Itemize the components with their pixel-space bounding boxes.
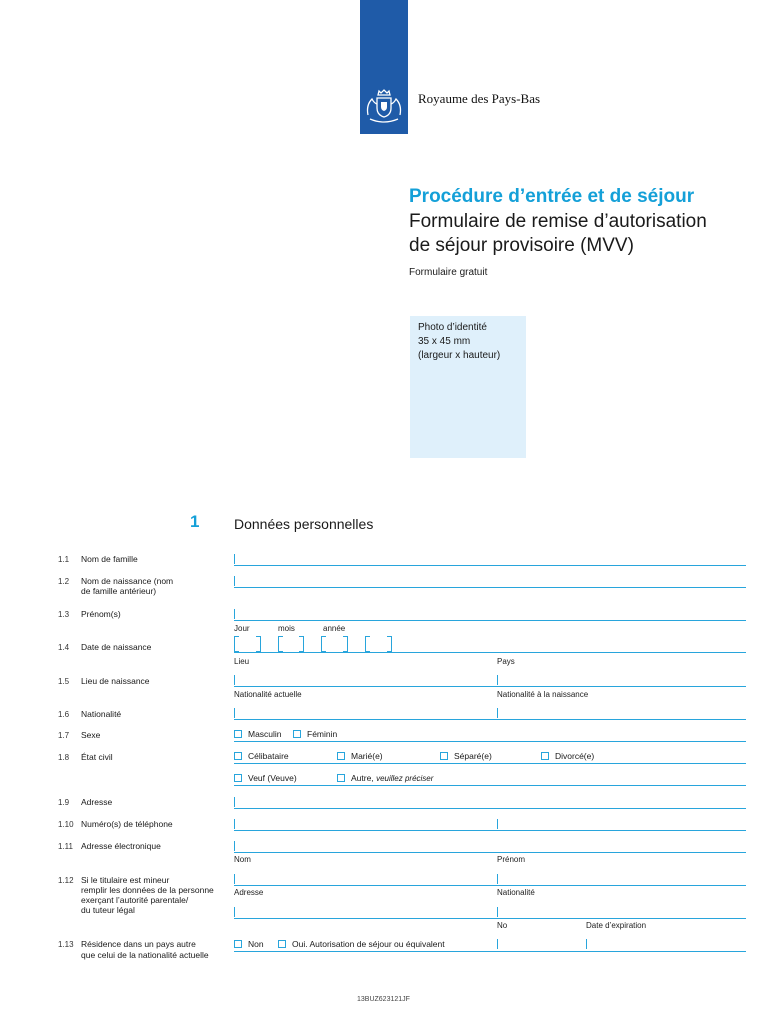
first-names-input[interactable] [234, 620, 746, 621]
residence-input[interactable] [234, 951, 746, 952]
field-number: 1.8 [58, 753, 70, 762]
residence-option-yes[interactable]: Oui. Autorisation de séjour ou équivalent [278, 939, 445, 949]
field-label-birth-place: Lieu de naissance [81, 676, 150, 686]
marital-underline-2 [234, 785, 746, 786]
marital-option-single[interactable]: Célibataire [234, 751, 289, 761]
field-number: 1.11 [58, 842, 73, 851]
checkbox-icon[interactable] [293, 730, 301, 738]
date-day-box-2[interactable] [256, 636, 261, 652]
field-input-marker [234, 708, 235, 718]
birth-name-input[interactable] [234, 587, 746, 588]
field-label-residence-1: Résidence dans un pays autre [81, 939, 196, 949]
address-input[interactable] [234, 808, 746, 809]
date-month-box-2[interactable] [299, 636, 304, 652]
checkbox-icon[interactable] [278, 940, 286, 948]
field-number: 1.12 [58, 876, 74, 885]
field-label-phone: Numéro(s) de téléphone [81, 819, 173, 829]
field-input-marker [497, 819, 498, 829]
date-month-box-1[interactable] [278, 636, 283, 652]
field-label-birth-date: Date de naissance [81, 642, 152, 652]
field-label-first-names: Prénom(s) [81, 609, 121, 619]
photo-label-3: (largeur x hauteur) [418, 350, 501, 361]
sex-option-female[interactable]: Féminin [293, 729, 337, 739]
country-name: Royaume des Pays-Bas [418, 91, 541, 106]
field-label-birth-name-1: Nom de naissance (nom [81, 576, 174, 586]
field-input-marker [497, 939, 498, 949]
field-input-marker [234, 841, 235, 851]
field-number: 1.7 [58, 731, 70, 740]
checkbox-icon[interactable] [234, 730, 242, 738]
field-number: 1.5 [58, 677, 70, 686]
field-label-address: Adresse [81, 797, 113, 807]
other-hint: veuillez préciser [376, 773, 434, 783]
date-year-label: année [323, 624, 346, 633]
free-form-note: Formulaire gratuit [409, 267, 488, 278]
field-label-birth-name-2: de famille antérieur) [81, 586, 157, 596]
date-year-box-3[interactable] [365, 636, 370, 652]
field-input-marker [586, 939, 587, 949]
field-input-marker [234, 576, 235, 586]
field-number: 1.1 [58, 555, 70, 564]
date-day-label: Jour [234, 624, 250, 633]
photo-box[interactable] [410, 316, 526, 458]
form-subtitle-line1: Formulaire de remise d’autorisation [409, 211, 707, 232]
sub-label-guardian-name: Nom [234, 855, 251, 864]
marital-option-married[interactable]: Marié(e) [337, 751, 383, 761]
field-label-nationality: Nationalité [81, 709, 122, 719]
checkbox-icon[interactable] [440, 752, 448, 760]
last-name-input[interactable] [234, 565, 746, 566]
form-code: 13BUZ623121JF [357, 996, 410, 1003]
photo-label-1: Photo d’identité [418, 322, 487, 333]
sub-label-guardian-address: Adresse [234, 888, 264, 897]
form-title: Procédure d’entrée et de séjour [409, 186, 695, 207]
photo-label-2: 35 x 45 mm [418, 336, 471, 347]
field-input-marker [497, 708, 498, 718]
field-number: 1.9 [58, 798, 70, 807]
sex-option-male[interactable]: Masculin [234, 729, 282, 739]
field-number: 1.2 [58, 577, 70, 586]
checkbox-icon[interactable] [337, 774, 345, 782]
field-label-guardian-4: du tuteur légal [81, 905, 135, 915]
field-number: 1.13 [58, 940, 74, 949]
sub-label-guardian-nationality: Nationalité [497, 888, 535, 897]
field-input-marker [234, 874, 235, 884]
section-number: 1 [190, 512, 200, 531]
field-input-marker [234, 675, 235, 685]
checkbox-icon[interactable] [234, 752, 242, 760]
field-input-marker [497, 675, 498, 685]
marital-option-divorced[interactable]: Divorcé(e) [541, 751, 594, 761]
birth-place-input[interactable] [234, 686, 746, 687]
field-input-marker [497, 907, 498, 917]
field-label-guardian-2: remplir les données de la personne [81, 885, 214, 895]
guardian-address-input[interactable] [234, 918, 746, 919]
marital-option-widowed[interactable]: Veuf (Veuve) [234, 773, 297, 783]
field-label-email: Adresse électronique [81, 841, 161, 851]
field-number: 1.6 [58, 710, 70, 719]
marital-underline-1 [234, 763, 746, 764]
field-input-marker [234, 797, 235, 807]
field-label-residence-2: que celui de la nationalité actuelle [81, 950, 209, 960]
field-input-marker [497, 874, 498, 884]
field-label-last-name: Nom de famille [81, 554, 138, 564]
sub-label-current-nationality: Nationalité actuelle [234, 690, 302, 699]
marital-option-other[interactable]: Autre, veuillez préciser [337, 773, 433, 783]
sex-underline [234, 741, 746, 742]
phone-input[interactable] [234, 830, 746, 831]
field-number: 1.10 [58, 820, 74, 829]
sub-label-guardian-first-name: Prénom [497, 855, 526, 864]
date-year-box-4[interactable] [387, 636, 392, 652]
residence-option-no[interactable]: Non [234, 939, 264, 949]
checkbox-icon[interactable] [234, 940, 242, 948]
date-month-label: mois [278, 624, 295, 633]
royal-coat-of-arms-icon [362, 85, 406, 127]
birth-date-underline [234, 652, 746, 653]
date-year-box-1[interactable] [321, 636, 326, 652]
field-label-guardian-3: exerçant l’autorité parentale/ [81, 895, 189, 905]
date-year-box-2[interactable] [343, 636, 348, 652]
field-number: 1.4 [58, 643, 70, 652]
field-label-sex: Sexe [81, 730, 101, 740]
section-title: Données personnelles [234, 516, 374, 532]
sub-label-expiry: Date d’expiration [586, 921, 647, 930]
nationality-input[interactable] [234, 719, 746, 720]
checkbox-icon[interactable] [541, 752, 549, 760]
email-input[interactable] [234, 852, 746, 853]
checkbox-icon[interactable] [337, 752, 345, 760]
field-input-marker [234, 554, 235, 564]
date-day-box-1[interactable] [234, 636, 239, 652]
field-input-marker [234, 609, 235, 619]
guardian-name-input[interactable] [234, 885, 746, 886]
field-number: 1.3 [58, 610, 70, 619]
field-input-marker [234, 907, 235, 917]
form-subtitle-line2: de séjour provisoire (MVV) [409, 235, 634, 256]
field-label-guardian-1: Si le titulaire est mineur [81, 875, 170, 885]
field-label-marital-status: État civil [81, 752, 113, 762]
sub-label-country: Pays [497, 657, 515, 666]
sub-label-number: No [497, 921, 508, 930]
sub-label-birth-nationality: Nationalité à la naissance [497, 690, 589, 699]
sub-label-place: Lieu [234, 657, 250, 666]
field-input-marker [234, 819, 235, 829]
marital-option-separated[interactable]: Séparé(e) [440, 751, 492, 761]
checkbox-icon[interactable] [234, 774, 242, 782]
